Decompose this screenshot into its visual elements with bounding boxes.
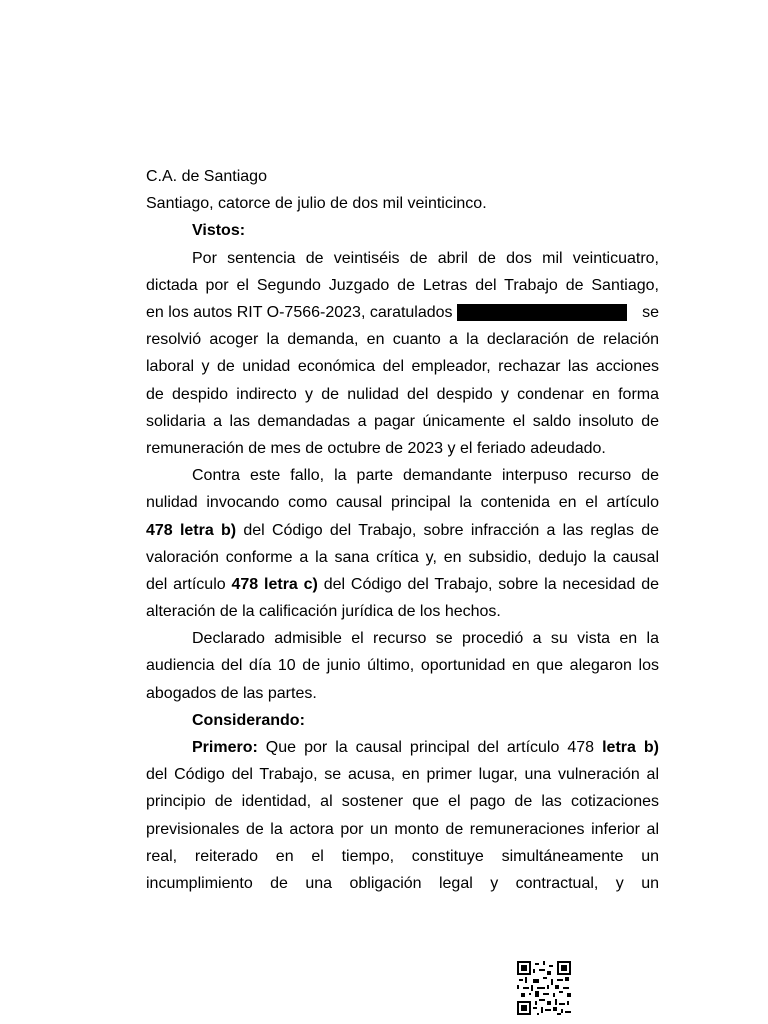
paragraph-line: incumplimiento de una obligación legal y contractual, y un: [146, 875, 659, 892]
considerando-heading: Considerando:: [192, 711, 305, 729]
qr-code-icon: [517, 961, 571, 1015]
vistos-heading: Vistos:: [192, 222, 246, 240]
paragraph-line: abogados de las partes.: [146, 684, 317, 702]
paragraph-line: resolvió acoger la demanda, en cuanto a la declaración de relación: [146, 331, 659, 349]
paragraph-line: previsionales de la actora por un monto de remuneraciones inferior al: [146, 820, 659, 838]
paragraph-line: del artículo 478 letra c) del Código del Trabajo, sobre la necesidad de: [146, 575, 659, 593]
date-line: Santiago, catorce de julio de dos mil veinticinco.: [146, 195, 487, 213]
paragraph-line: audiencia del día 10 de junio último, oportunidad en que alegaron los: [146, 657, 659, 675]
caratulados-text: en los autos RIT O-7566-2023, caratulados: [146, 303, 453, 321]
paragraph-line: [146, 299, 659, 326]
paragraph-line: nulidad invocando como causal principal la contenida en el artículo: [146, 494, 659, 512]
document-body: [146, 163, 659, 897]
paragraph-line: del Código del Trabajo, se acusa, en primer lugar, una vulneración al: [146, 766, 659, 784]
paragraph-line: remuneración de mes de octubre de 2023 y el feriado adeudado.: [146, 439, 606, 457]
paragraph-line: laboral y de unidad económica del empleador, rechazar las acciones: [146, 358, 659, 376]
paragraph-line: valoración conforme a la sana crítica y, en subsidio, dedujo la causal: [146, 548, 659, 566]
paragraph-line: 478 letra b) del Código del Trabajo, sobre infracción a las reglas de: [146, 521, 659, 539]
paragraph-line: de despido indirecto y de nulidad del despido y condenar en forma: [146, 385, 659, 403]
paragraph-line: real, reiterado en el tiempo, constituye simultáneamente un: [146, 847, 659, 865]
redaction-bar: [457, 304, 627, 321]
paragraph-line: Declarado admisible el recurso se procedió a su vista en la: [192, 630, 659, 648]
paragraph-line: solidaria a las demandadas a pagar únicamente el saldo insoluto de: [146, 412, 659, 430]
paragraph-line: Primero: Que por la causal principal del artículo 478 letra b): [192, 739, 659, 757]
paragraph-line: Por sentencia de veintiséis de abril de dos mil veinticuatro,: [192, 249, 659, 267]
paragraph-line: Contra este fallo, la parte demandante interpuso recurso de: [192, 467, 659, 485]
paragraph-line: principio de identidad, al sostener que el pago de las cotizaciones: [146, 793, 659, 811]
se-text: se: [642, 303, 659, 321]
paragraph-line: alteración de la calificación jurídica de los hechos.: [146, 603, 501, 621]
court-name: C.A. de Santiago: [146, 168, 267, 185]
paragraph-line: dictada por el Segundo Juzgado de Letras del Trabajo de Santiago,: [146, 276, 659, 294]
